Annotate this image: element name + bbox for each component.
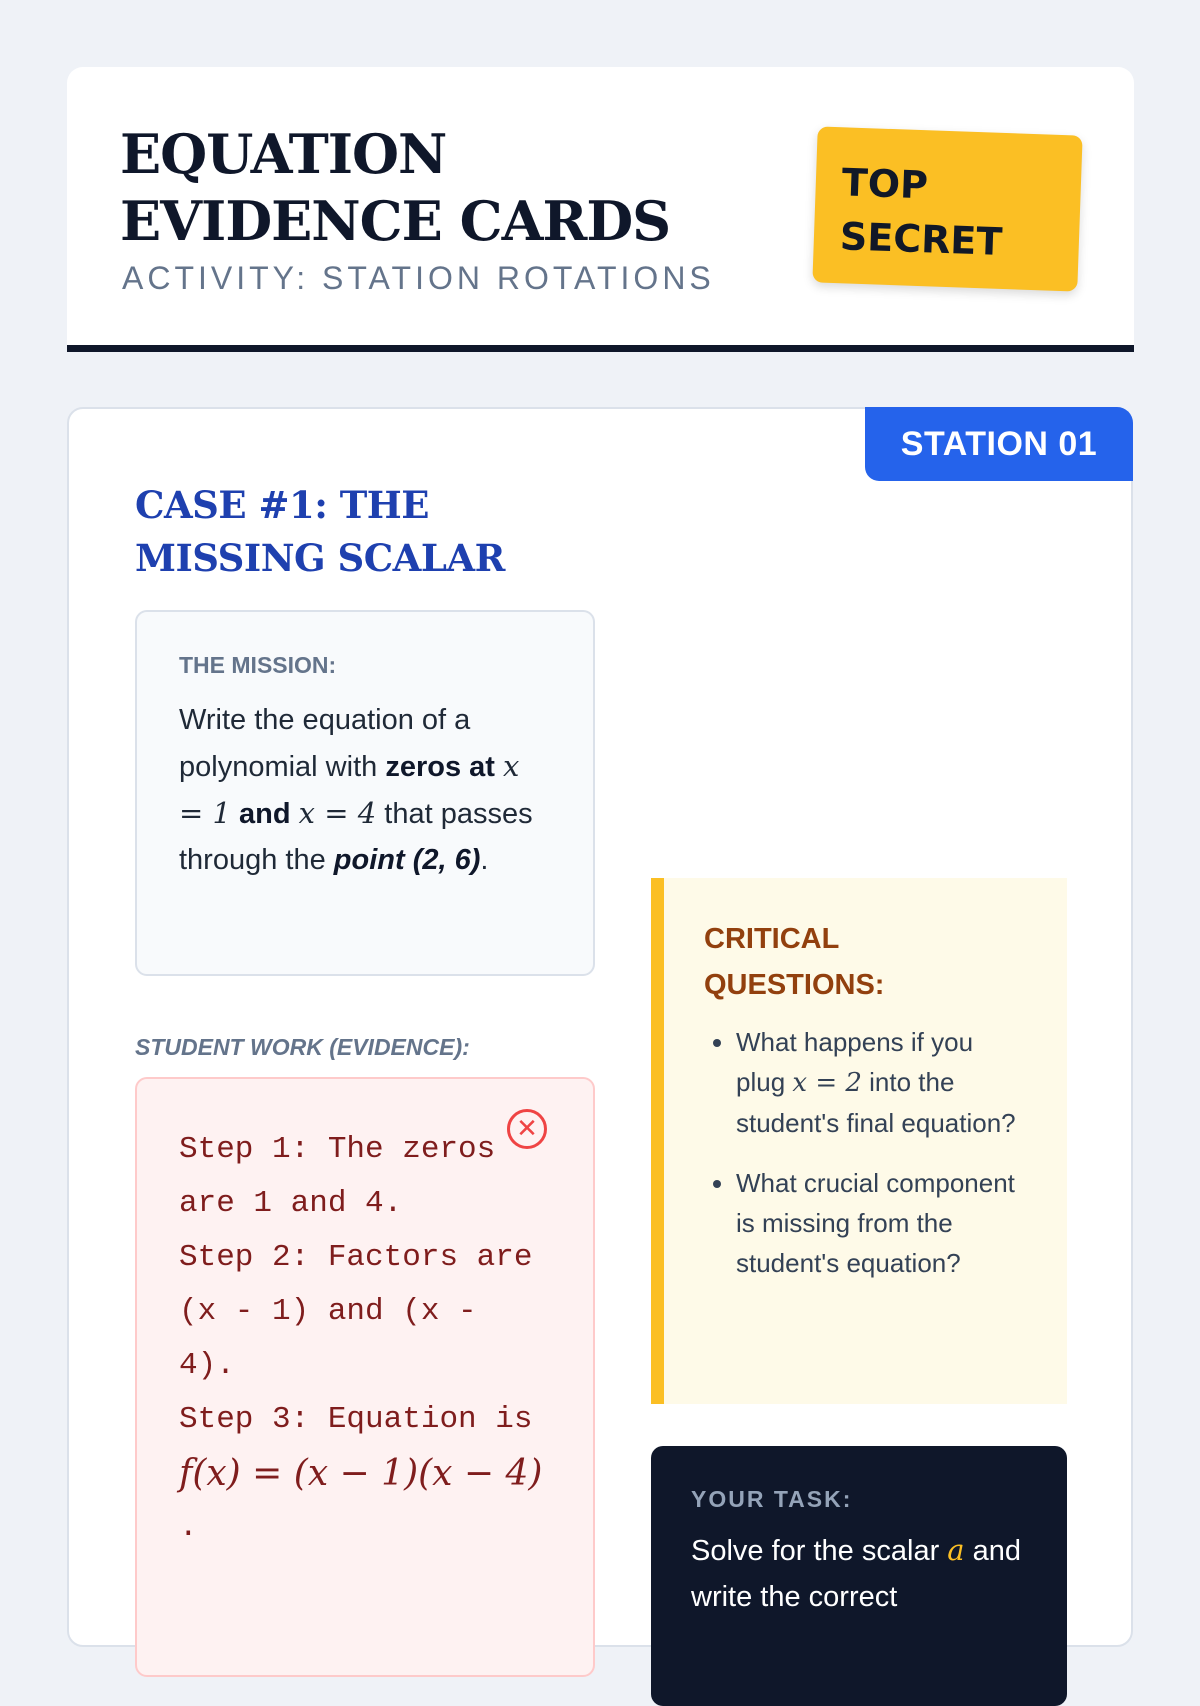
critical-question-1 [736, 1022, 1027, 1143]
task-text [691, 1527, 1027, 1620]
x-circle-icon: ✕ [507, 1109, 547, 1149]
question-text: into the student's final equation? [736, 1067, 1016, 1138]
mission-box [135, 610, 595, 976]
critical-questions-box [651, 878, 1067, 1404]
document-header [67, 67, 1134, 352]
evidence-label: STUDENT WORK (EVIDENCE): [135, 1034, 470, 1060]
critical-question-2: • What crucial component is missing from the student's equation? [736, 1163, 1027, 1283]
student-equation: f(x) = (x − 1)(x − 4) [179, 1453, 543, 1494]
student-work-box [135, 1077, 595, 1677]
task-text-part: Solve for the scalar [691, 1535, 948, 1567]
your-task-box [651, 1446, 1067, 1706]
student-work-text [179, 1123, 551, 1555]
document-subtitle: ACTIVITY: STATION ROTATIONS [122, 260, 715, 296]
mission-and-bold: and [239, 798, 291, 830]
mission-zero-2: x = 4 [298, 796, 377, 830]
student-step-2: Step 2: Factors are (x - 1) and (x - 4). [179, 1240, 533, 1383]
mission-point-word: point [333, 844, 405, 876]
student-step-1: Step 1: The zeros are 1 and 4. [179, 1132, 496, 1221]
case-title: CASE #1: THE MISSING SCALAR [135, 483, 505, 580]
mission-zero-1: x = 1 [179, 749, 520, 830]
student-equation-period: . [179, 1510, 198, 1545]
top-secret-stamp: TOP SECRET [812, 126, 1082, 291]
student-step-3: Step 3: Equation is [179, 1402, 533, 1437]
document-title: EQUATION EVIDENCE CARDS [120, 122, 671, 253]
critical-questions-title: CRITICAL QUESTIONS: [704, 923, 885, 1001]
task-label: YOUR TASK: [691, 1486, 853, 1512]
question-math: x = 2 [792, 1068, 862, 1098]
mission-text [179, 697, 551, 883]
critical-questions-list [704, 1022, 1027, 1283]
task-text-part: and write the correct [691, 1535, 1022, 1613]
mission-zeros-bold: zeros at [385, 751, 495, 783]
mission-text-part: Write the equation of a polynomial with [179, 704, 471, 783]
mission-label: THE MISSION: [179, 652, 337, 678]
mission-text-end: . [480, 844, 489, 876]
mission-text-part: that passes through the [179, 798, 533, 876]
mission-point-value: (2, 6) [412, 844, 481, 876]
evidence-card [67, 407, 1133, 1647]
station-badge: STATION 01 [865, 407, 1133, 481]
task-scalar: a [947, 1533, 965, 1567]
question-text: What happens if you plug [736, 1027, 974, 1097]
